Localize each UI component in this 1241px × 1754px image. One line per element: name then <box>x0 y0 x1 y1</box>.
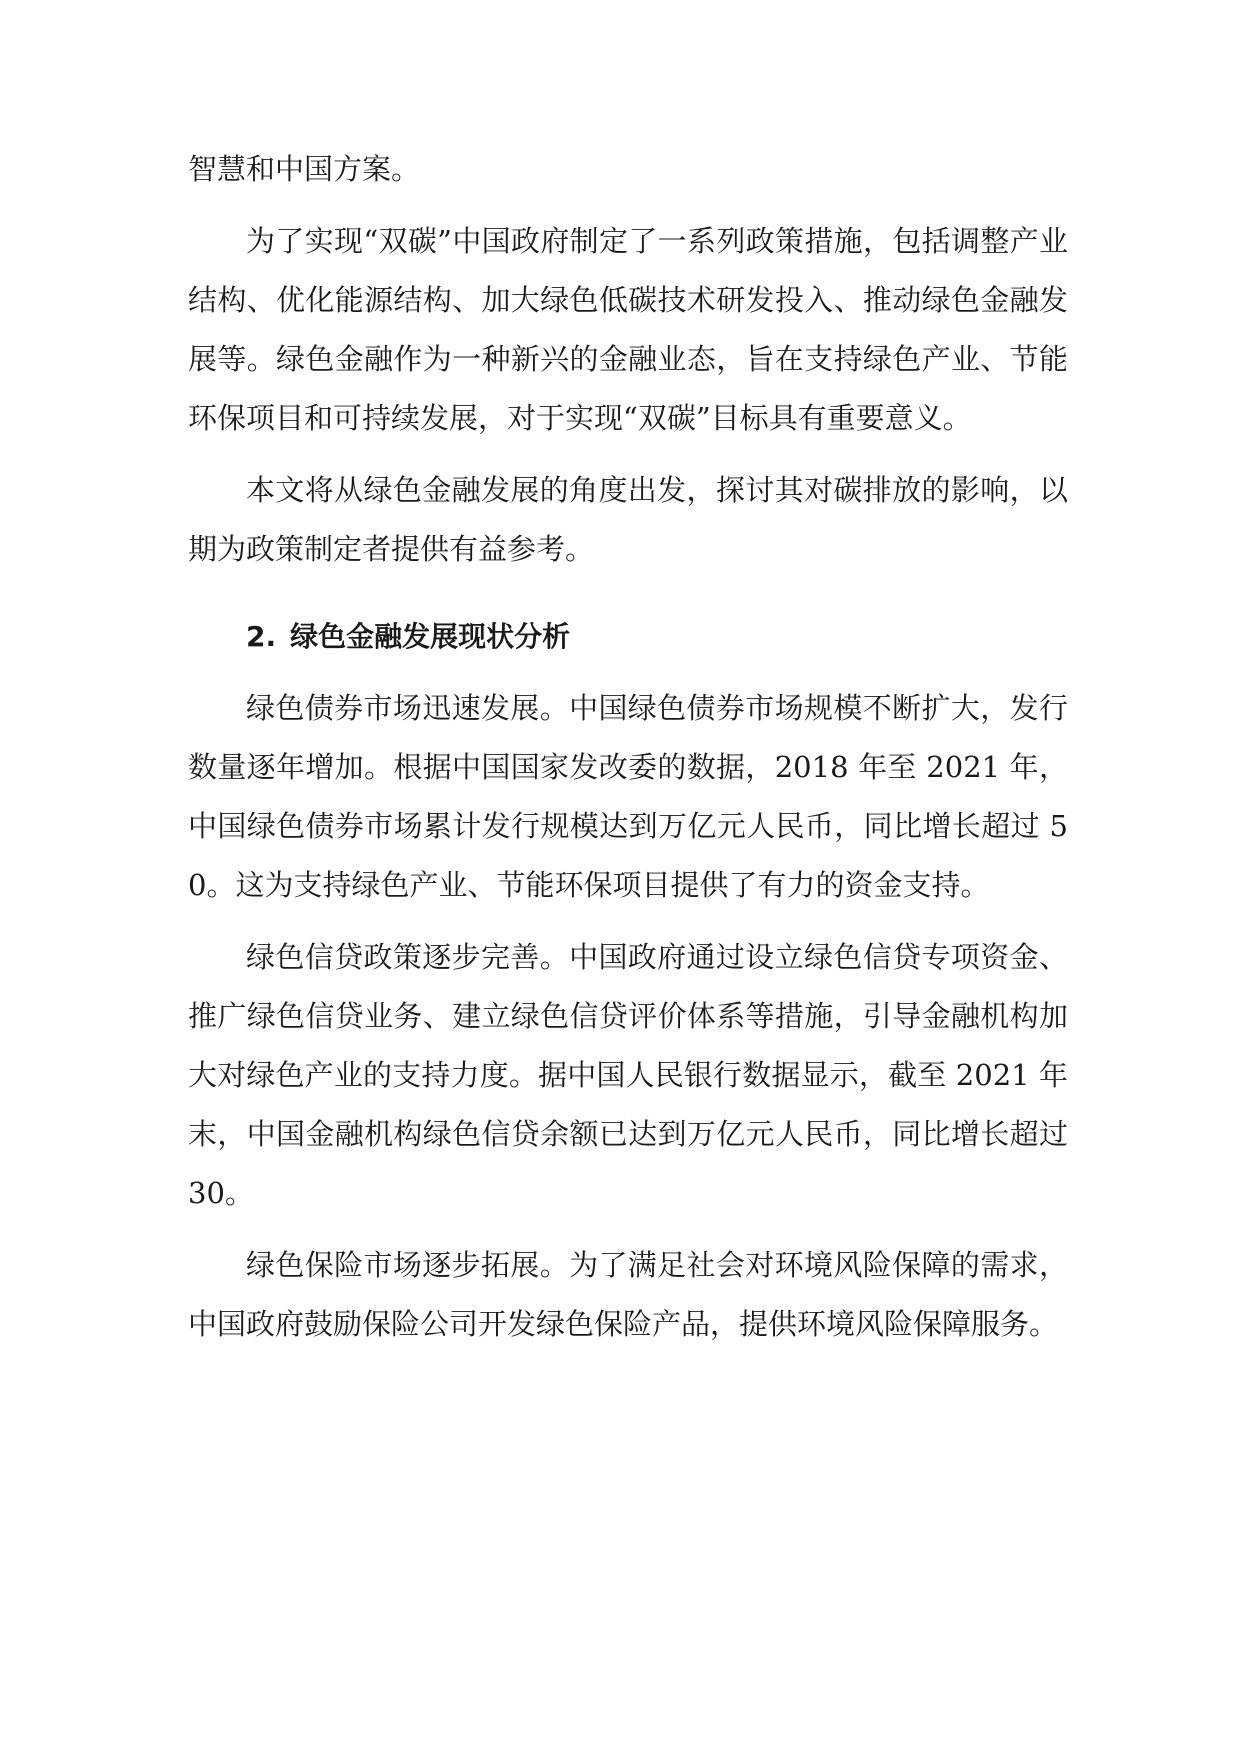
paragraph-green-bonds: 绿色债券市场迅速发展。中国绿色债券市场规模不断扩大，发行数量逐年增加。根据中国国家发改委的数据，2018 年至 2021 年，中国绿色债券市场累计发行规模达到万亿元人民币，同比增长超过 50。这为支持绿色产业、节能环保项目提供了有力的资金支持。 <box>188 691 1068 902</box>
paragraph-green-insurance: 绿色保险市场逐步拓展。为了满足社会对环境风险保障的需求，中国政府鼓励保险公司开发绿色保险产品，提供环境风险保障服务。 <box>188 1248 1068 1341</box>
section-number: 2. <box>246 620 277 653</box>
section-heading <box>188 607 1068 666</box>
paragraph-continuation: 智慧和中国方案。 <box>188 152 421 186</box>
paragraph-purpose: 本文将从绿色金融发展的角度出发，探讨其对碳排放的影响，以期为政策制定者提供有益参考。 <box>188 473 1068 566</box>
paragraph-dual-carbon-policy: 为了实现“双碳”中国政府制定了一系列政策措施，包括调整产业结构、优化能源结构、加大绿色低碳技术研发投入、推动绿色金融发展等。绿色金融作为一种新兴的金融业态，旨在支持绿色产业、节能环保项目和可持续发展，对于实现“双碳”目标具有重要意义。 <box>188 224 1068 435</box>
section-title: 绿色金融发展现状分析 <box>290 620 571 653</box>
document-page <box>188 140 1068 1367</box>
paragraph-green-credit: 绿色信贷政策逐步完善。中国政府通过设立绿色信贷专项资金、推广绿色信贷业务、建立绿色信贷评价体系等措施，引导金融机构加大对绿色产业的支持力度。据中国人民银行数据显示，截至 2021 年末，中国金融机构绿色信贷余额已达到万亿元人民币，同比增长超过30。 <box>188 940 1068 1210</box>
